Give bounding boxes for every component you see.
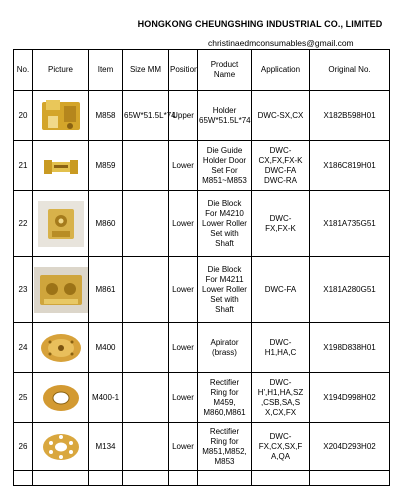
product-table (13, 49, 390, 486)
product-name-line: Ring for (210, 387, 239, 397)
col-header-size: Size MM (123, 50, 169, 91)
row-number: 25 (14, 373, 33, 423)
product-name-line: Lower Roller (202, 284, 247, 294)
product-name (198, 423, 252, 471)
product-name-line: 65W*51.5L*74 (199, 115, 251, 125)
product-name-line: Set with (210, 228, 239, 238)
original-no: X182B598H01 (310, 91, 390, 141)
table-row (14, 323, 390, 373)
position: Lower (169, 423, 198, 471)
empty-cell (252, 471, 310, 486)
size-mm: 65W*51.5L*74 (123, 91, 169, 141)
original-no: X181A735G51 (310, 191, 390, 257)
original-no: X186C819H01 (310, 141, 390, 191)
row-number: 22 (14, 191, 33, 257)
gold-die-block-roller-2-image (34, 267, 88, 313)
product-name-line: M851~M853 (202, 175, 247, 185)
item-code: M400 (89, 323, 123, 373)
application (252, 423, 310, 471)
product-name-line: Set For (211, 165, 238, 175)
product-name-line: M459, (213, 397, 236, 407)
application-line: ,CSB,SA,S (260, 397, 301, 407)
empty-cell (14, 471, 33, 486)
product-name-line: Holder Door (202, 155, 247, 165)
size-mm (123, 423, 169, 471)
brass-rectifier-ring-image (38, 382, 84, 414)
table-row (14, 141, 390, 191)
application-line: X,CX,FX (264, 407, 297, 417)
position: Lower (169, 323, 198, 373)
brass-aspirator-disc-image (38, 332, 84, 364)
application-line: CX,FX,FX-K (258, 155, 303, 165)
row-number: 21 (14, 141, 33, 191)
product-name-line: Shaft (215, 304, 234, 314)
application-line: DWC-FA (264, 165, 297, 175)
application-line: A,QA (270, 451, 291, 461)
gold-die-block-roller-image (38, 201, 84, 247)
product-name (198, 373, 252, 423)
original-no: X204D293H02 (310, 423, 390, 471)
table-row (14, 373, 390, 423)
col-header-item: Item (89, 50, 123, 91)
application-line: H1,HA,C (264, 347, 297, 357)
gold-holder-block-image (38, 96, 84, 136)
application-line: DWC- (269, 213, 292, 223)
empty-cell (310, 471, 390, 486)
application-line: DWC-RA (264, 175, 297, 185)
product-name (198, 191, 252, 257)
product-picture (33, 257, 89, 323)
product-name-line: Die Block (207, 198, 242, 208)
size-mm (123, 191, 169, 257)
table-row (14, 191, 390, 257)
company-name: HONGKONG CHEUNGSHING INDUSTRIAL CO., LIMITED (137, 19, 383, 29)
product-name (198, 323, 252, 373)
product-name (198, 141, 252, 191)
product-name-line: M851,M852, (202, 446, 247, 456)
col-header-original-no: Original No. (310, 50, 390, 91)
position: Lower (169, 191, 198, 257)
application-line: FX,FX-K (265, 223, 296, 233)
item-code: M400-1 (89, 373, 123, 423)
row-number: 20 (14, 91, 33, 141)
contact-email: christinaedmconsumables@gmail.com (208, 38, 354, 48)
product-picture (33, 91, 89, 141)
product-picture (33, 191, 89, 257)
application (252, 191, 310, 257)
item-code: M859 (89, 141, 123, 191)
position: Upper (169, 91, 198, 141)
product-name (198, 257, 252, 323)
size-mm (123, 257, 169, 323)
position: Lower (169, 373, 198, 423)
product-name-line: Shaft (215, 238, 234, 248)
product-name-line: Die Block (207, 264, 242, 274)
row-number: 24 (14, 323, 33, 373)
empty-row (14, 471, 390, 486)
original-no: X181A280G51 (310, 257, 390, 323)
table-row (14, 91, 390, 141)
col-header-product-name: Product Name (198, 50, 252, 91)
application (252, 257, 310, 323)
product-name-line: Die Guide (206, 145, 243, 155)
application (252, 373, 310, 423)
application (252, 323, 310, 373)
product-name-line: (brass) (212, 347, 237, 357)
product-picture (33, 323, 89, 373)
original-no: X194D998H02 (310, 373, 390, 423)
brass-rectifier-ring-holes-image (38, 431, 84, 463)
product-name (198, 91, 252, 141)
col-header-picture: Picture (33, 50, 89, 91)
application-line: DWC- (269, 337, 292, 347)
product-name-line: For M4210 (205, 208, 244, 218)
col-header-no: No. (14, 50, 33, 91)
row-number: 23 (14, 257, 33, 323)
product-name-line: Holder (212, 105, 237, 115)
product-name-line: Lower Roller (202, 218, 247, 228)
gold-guide-door-image (38, 154, 84, 178)
row-number: 26 (14, 423, 33, 471)
application-line: DWC-FA (264, 284, 297, 294)
table-row (14, 257, 390, 323)
item-code: M860 (89, 191, 123, 257)
position: Lower (169, 257, 198, 323)
product-name-line: Apirator (210, 337, 239, 347)
original-no: X198D838H01 (310, 323, 390, 373)
application-line: DWC-SX,CX (257, 110, 304, 120)
table-row (14, 423, 390, 471)
empty-cell (33, 471, 89, 486)
application-line: FX,CX,SX,F (258, 441, 303, 451)
product-name-line: Ring for (210, 436, 239, 446)
application-line: H',H1,HA,SZ (257, 387, 304, 397)
product-name-line: M860,M861 (203, 407, 246, 417)
product-name-line: Set with (210, 294, 239, 304)
application-line: DWC- (269, 431, 292, 441)
product-name-line: Rectifier (209, 377, 240, 387)
product-name-line: Rectifier (209, 426, 240, 436)
empty-cell (89, 471, 123, 486)
application-line: DWC- (269, 377, 292, 387)
position: Lower (169, 141, 198, 191)
empty-cell (169, 471, 198, 486)
empty-cell (123, 471, 169, 486)
item-code: M858 (89, 91, 123, 141)
product-name-line: For M4211 (205, 274, 244, 284)
product-picture (33, 423, 89, 471)
product-picture (33, 373, 89, 423)
size-mm (123, 323, 169, 373)
size-mm (123, 141, 169, 191)
size-mm (123, 373, 169, 423)
application (252, 91, 310, 141)
col-header-application: Application (252, 50, 310, 91)
col-header-position: Position (169, 50, 198, 91)
table-header-row (14, 50, 390, 91)
application (252, 141, 310, 191)
item-code: M134 (89, 423, 123, 471)
item-code: M861 (89, 257, 123, 323)
application-line: DWC- (269, 145, 292, 155)
company-title (0, 19, 400, 29)
empty-cell (198, 471, 252, 486)
product-picture (33, 141, 89, 191)
product-name-line: M853 (214, 456, 235, 466)
